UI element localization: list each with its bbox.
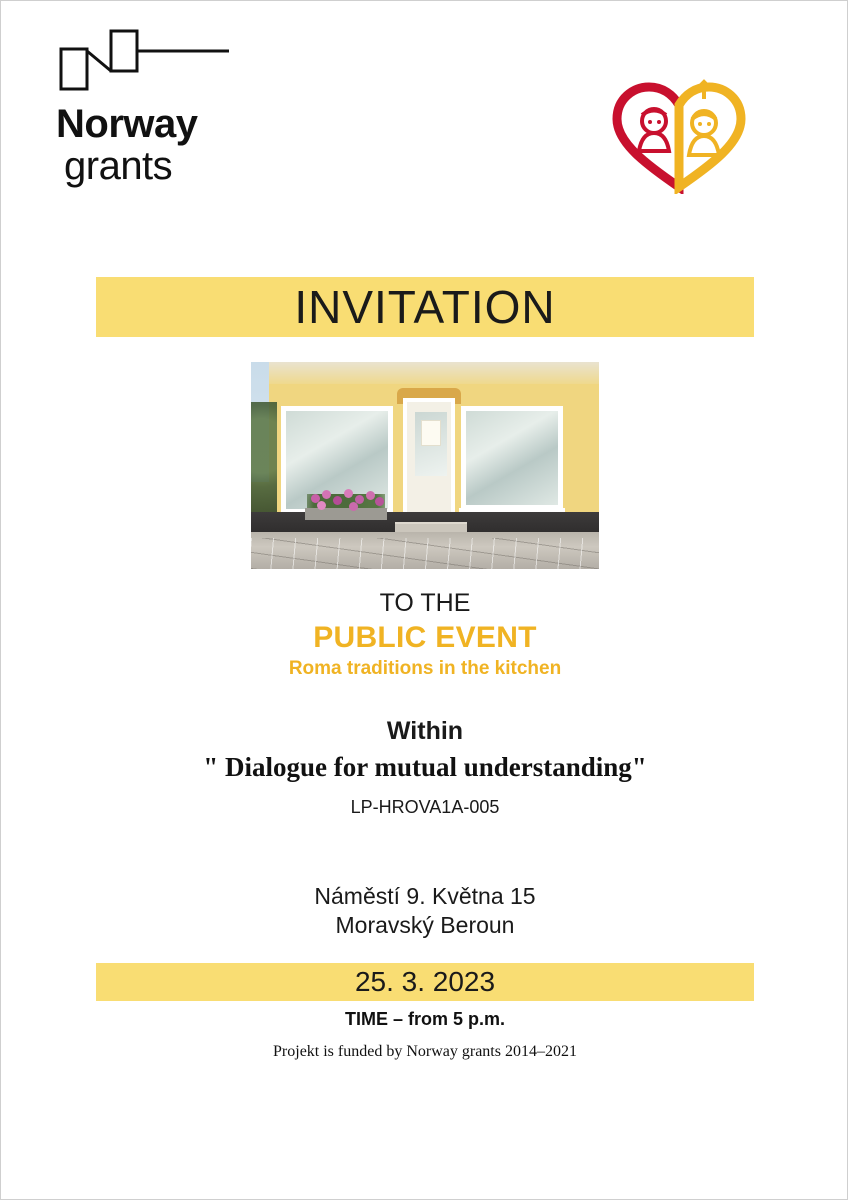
- norway-grants-logo: [56, 29, 266, 187]
- funding-note: Projekt is funded by Norway grants 2014–2021: [273, 1043, 577, 1060]
- invitation-banner: [96, 277, 754, 337]
- project-code: LP-HROVA1A-005: [350, 797, 500, 817]
- address-line-1: Náměstí 9. Května 15: [314, 883, 536, 909]
- trees: [251, 402, 277, 512]
- norway-wordmark-line2: grants: [64, 144, 173, 188]
- within-label: Within: [386, 717, 464, 745]
- poster-header: [1, 1, 848, 251]
- project-name: " Dialogue for mutual understanding": [203, 752, 647, 782]
- event-date: 25. 3. 2023: [354, 966, 496, 997]
- entrance-door: [403, 398, 455, 522]
- event-title: PUBLIC EVENT: [313, 621, 537, 654]
- door-notice: [421, 420, 441, 446]
- building-photo-illustration: [251, 362, 599, 569]
- event-subtitle: Roma traditions in the kitchen: [288, 658, 562, 679]
- norway-wordmark-line1: Norway: [56, 102, 198, 146]
- flower-box: [305, 486, 387, 520]
- event-time: TIME – from 5 p.m.: [344, 1009, 506, 1029]
- shop-window-right: [461, 406, 563, 510]
- norway-grants-n-mark: [56, 29, 231, 91]
- invitation-title: INVITATION: [294, 281, 556, 333]
- pavement-pattern: [251, 538, 599, 569]
- address-line-2: Moravský Beroun: [335, 912, 515, 938]
- building-photo: [251, 362, 599, 569]
- to-the-label: TO THE: [379, 589, 471, 617]
- planter: [305, 508, 387, 520]
- facade-upper-band: [251, 362, 599, 384]
- heart-with-two-children-logo: [607, 79, 757, 194]
